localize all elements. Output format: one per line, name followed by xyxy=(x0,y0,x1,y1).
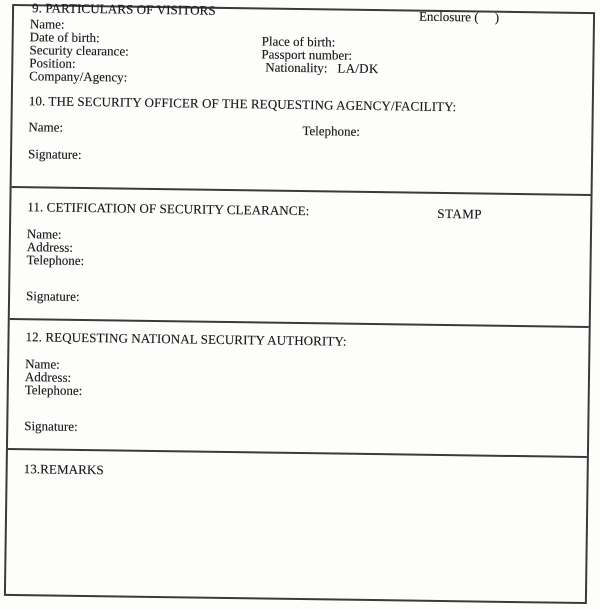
section11-title: 11. CETIFICATION OF SECURITY CLEARANCE: xyxy=(27,199,310,219)
name-label: Name: xyxy=(29,15,65,32)
name-label: Name: xyxy=(25,355,60,372)
passport-number-label: Passport number: xyxy=(261,46,353,63)
nationality-label: Nationality: xyxy=(265,59,328,76)
section9-right-fields xyxy=(261,34,379,75)
nationality-value: LA/DK xyxy=(337,60,379,76)
section-divider xyxy=(10,318,589,328)
signature-label: Signature: xyxy=(24,418,78,434)
position-label: Position: xyxy=(29,55,76,71)
address-label: Address: xyxy=(26,238,74,255)
form-border xyxy=(4,0,595,604)
telephone-label: Telephone: xyxy=(26,252,85,268)
signature-label: Signature: xyxy=(25,288,80,304)
security-clearance-label: Security clearance: xyxy=(29,42,129,59)
section9-title: 9. PARTICULARS OF VISITORS xyxy=(32,0,216,18)
signature-label: Signature: xyxy=(27,145,82,162)
section-divider xyxy=(12,186,591,196)
section12-fields xyxy=(25,357,83,397)
date-of-birth-label: Date of birth: xyxy=(29,28,100,45)
section9-left-fields xyxy=(29,17,129,84)
name-label: Name: xyxy=(26,225,62,242)
section13-title: 13.REMARKS xyxy=(23,460,104,477)
place-of-birth-label: Place of birth: xyxy=(261,32,336,49)
section12-title: 12. REQUESTING NATIONAL SECURITY AUTHORITY: xyxy=(25,329,347,349)
telephone-label: Telephone: xyxy=(24,382,83,398)
address-label: Address: xyxy=(24,368,72,385)
section10-title: 10. THE SECURITY OFFICER OF THE REQUESTING AGENCY/FACILITY: xyxy=(28,92,457,114)
section11-fields xyxy=(27,227,85,267)
stamp-label: STAMP xyxy=(437,205,483,222)
name-label: Name: xyxy=(28,118,64,135)
nationality-row xyxy=(261,60,379,75)
section-divider xyxy=(8,448,587,458)
section-9 xyxy=(14,0,593,85)
company-agency-label: Company/Agency: xyxy=(29,68,128,85)
enclosure-label: Enclosure ( ) xyxy=(418,8,500,25)
telephone-label: Telephone: xyxy=(302,122,361,139)
